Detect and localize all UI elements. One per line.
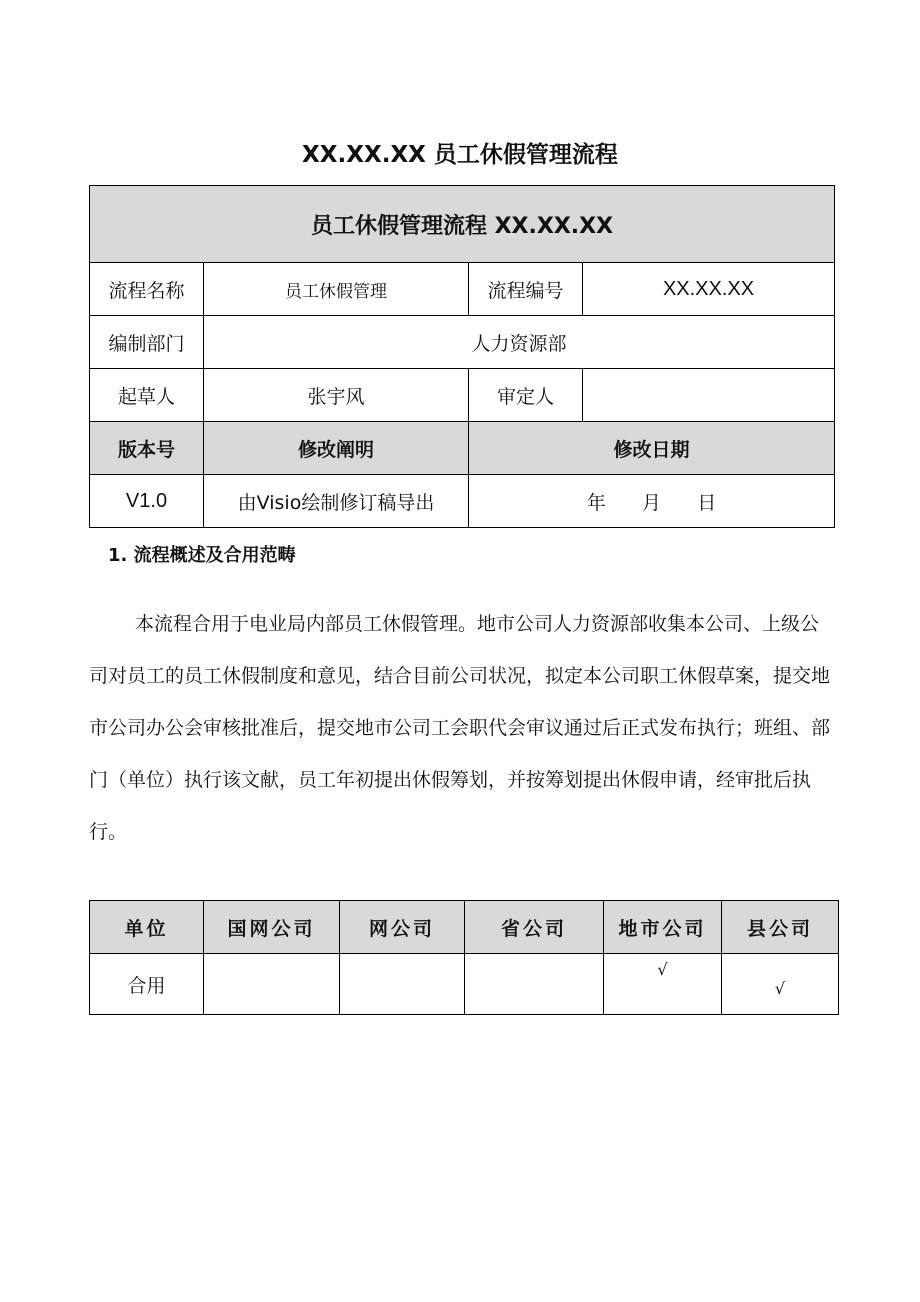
- drafter-label: 起草人: [90, 369, 204, 422]
- overview-text: 本流程合用于电业局内部员工休假管理。地市公司人力资源部收集本公司、上级公司对员工的员工休假制度和意见，结合目前公司状况，拟定本公司职工休假草案，提交地市公司办公会审核批准后，提交地市公司工会职代会审议通过后正式发布执行；班组、部门（单位）执行该文献，员工年初提出休假筹划，并按筹划提出休假申请，经审批后执行。: [89, 613, 831, 843]
- change-header: 修改阐明: [204, 422, 469, 475]
- scope-table: [89, 900, 839, 1015]
- scope-cell-state-grid: [204, 954, 340, 1015]
- version-value: V1.0: [90, 475, 204, 528]
- dept-label: 编制部门: [90, 316, 204, 369]
- change-value: 由Visio绘制修订稿导出: [204, 475, 469, 528]
- overview-paragraph: [89, 598, 834, 858]
- dept-value: 人力资源部: [204, 316, 835, 369]
- date-value: 年 月 日: [469, 475, 835, 528]
- process-name-label: 流程名称: [90, 263, 204, 316]
- scope-header-unit: 单位: [90, 901, 204, 954]
- scope-header-province: 省公司: [465, 901, 604, 954]
- approver-value: [583, 369, 835, 422]
- info-table-header: 员工休假管理流程 XX.XX.XX: [90, 186, 835, 263]
- date-header: 修改日期: [469, 422, 835, 475]
- scope-header-city: 地市公司: [604, 901, 722, 954]
- approver-label: 审定人: [469, 369, 583, 422]
- process-name-value: 员工休假管理: [204, 263, 469, 316]
- scope-cell-grid-company: [340, 954, 465, 1015]
- section-heading: 1. 流程概述及合用范畴: [108, 545, 296, 566]
- scope-header-grid-company: 网公司: [340, 901, 465, 954]
- scope-row-label: 合用: [90, 954, 204, 1015]
- scope-cell-city-check: √: [604, 954, 722, 1015]
- process-code-value: XX.XX.XX: [583, 263, 835, 316]
- scope-header-county: 县公司: [722, 901, 839, 954]
- process-code-label: 流程编号: [469, 263, 583, 316]
- scope-cell-county-check: √: [722, 954, 839, 1015]
- version-header: 版本号: [90, 422, 204, 475]
- process-info-table: [89, 185, 835, 528]
- scope-cell-province: [465, 954, 604, 1015]
- document-title: XX.XX.XX 员工休假管理流程: [302, 142, 618, 168]
- scope-header-state-grid: 国网公司: [204, 901, 340, 954]
- drafter-value: 张宇风: [204, 369, 469, 422]
